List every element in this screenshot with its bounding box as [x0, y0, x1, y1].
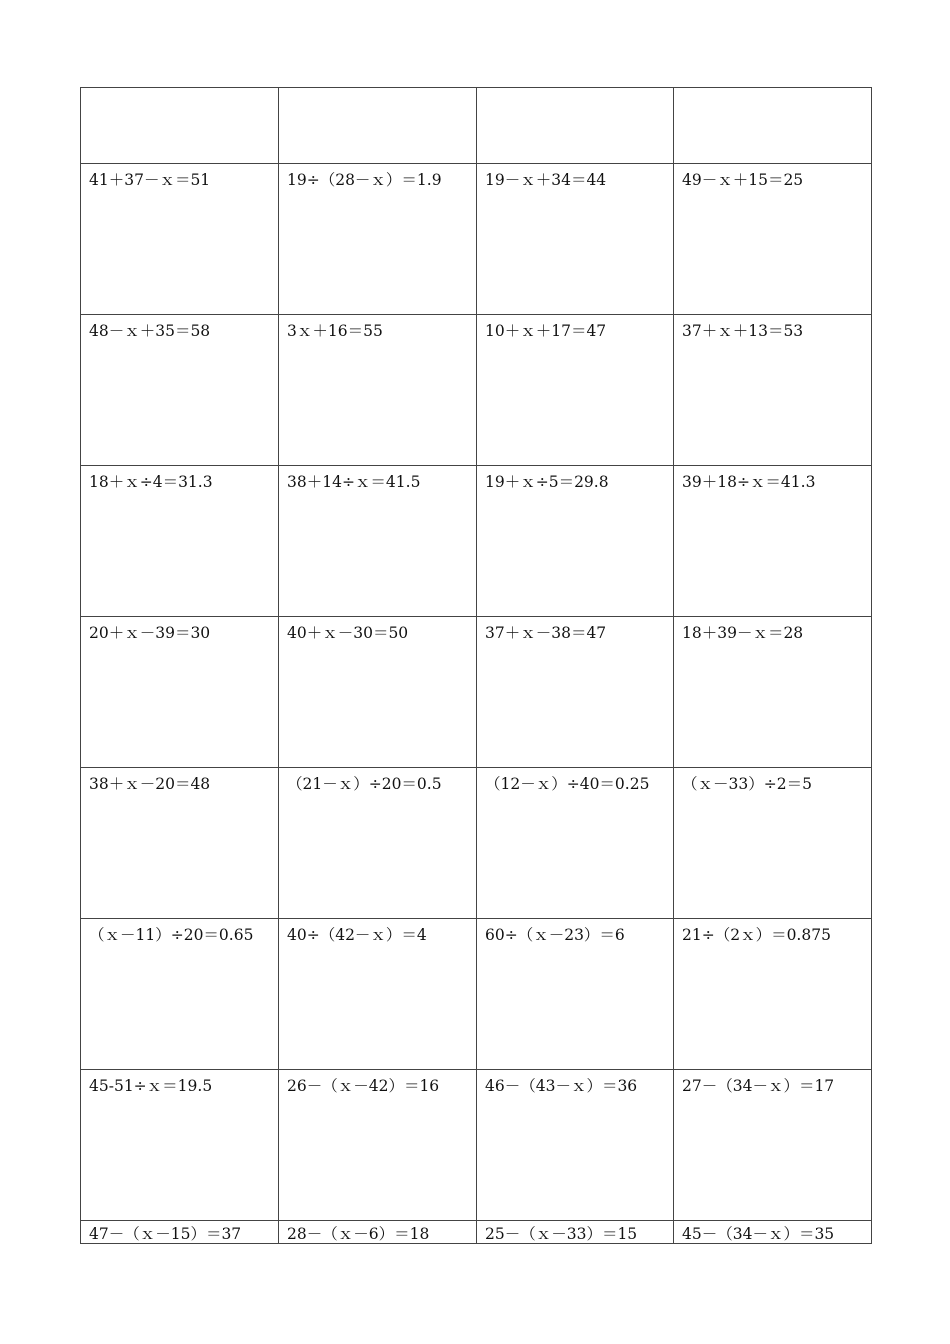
- equation-cell: 20＋ｘ－39＝30: [81, 617, 279, 768]
- equation-cell: 45-51÷ｘ＝19.5: [81, 1070, 279, 1221]
- equation-cell: 21÷（2ｘ）＝0.875: [674, 919, 872, 1070]
- equation-cell: 19＋ｘ÷5＝29.8: [477, 466, 674, 617]
- table-row: [81, 315, 872, 466]
- equation-cell: 45－（34－ｘ）＝35: [674, 1221, 872, 1244]
- equation-cell: 49－ｘ＋15＝25: [674, 164, 872, 315]
- equation-cell: 19÷（28－ｘ）＝1.9: [279, 164, 477, 315]
- header-cell: [81, 88, 279, 164]
- equation-cell: 38＋14÷ｘ＝41.5: [279, 466, 477, 617]
- equation-cell: 40÷（42－ｘ）＝4: [279, 919, 477, 1070]
- equation-cell: 46－（43－ｘ）＝36: [477, 1070, 674, 1221]
- equation-cell: 27－（34－ｘ）＝17: [674, 1070, 872, 1221]
- header-cell: [674, 88, 872, 164]
- equation-cell: 38＋ｘ－20＝48: [81, 768, 279, 919]
- equation-cell: 28－（ｘ－6）＝18: [279, 1221, 477, 1244]
- table-row: [81, 1070, 872, 1221]
- equation-cell: 18＋ｘ÷4＝31.3: [81, 466, 279, 617]
- table-row: [81, 768, 872, 919]
- equation-cell: 39＋18÷ｘ＝41.3: [674, 466, 872, 617]
- equation-cell: （12－ｘ）÷40＝0.25: [477, 768, 674, 919]
- equation-cell: 37＋ｘ＋13＝53: [674, 315, 872, 466]
- equation-cell: 3ｘ＋16＝55: [279, 315, 477, 466]
- equation-cell: （21－ｘ）÷20＝0.5: [279, 768, 477, 919]
- equation-cell: （ｘ－11）÷20＝0.65: [81, 919, 279, 1070]
- equation-cell: 60÷（ｘ－23）＝6: [477, 919, 674, 1070]
- equation-cell: 10＋ｘ＋17＝47: [477, 315, 674, 466]
- equation-cell: 18＋39－ｘ＝28: [674, 617, 872, 768]
- table-header-row: [81, 88, 872, 164]
- table-row: [81, 617, 872, 768]
- equation-cell: 25－（ｘ－33）＝15: [477, 1221, 674, 1244]
- table-row: [81, 919, 872, 1070]
- header-cell: [477, 88, 674, 164]
- header-cell: [279, 88, 477, 164]
- table-row: [81, 466, 872, 617]
- equation-cell: 37＋ｘ－38＝47: [477, 617, 674, 768]
- equation-cell: 26－（ｘ－42）＝16: [279, 1070, 477, 1221]
- table-row: [81, 1221, 872, 1244]
- equation-cell: 48－ｘ＋35＝58: [81, 315, 279, 466]
- equation-cell: 19－ｘ＋34＝44: [477, 164, 674, 315]
- equation-cell: 40＋ｘ－30＝50: [279, 617, 477, 768]
- equation-cell: （ｘ－33）÷2＝5: [674, 768, 872, 919]
- equation-worksheet-table: [80, 87, 872, 1244]
- equation-cell: 47－（ｘ－15）＝37: [81, 1221, 279, 1244]
- table-row: [81, 164, 872, 315]
- equation-cell: 41＋37－ｘ＝51: [81, 164, 279, 315]
